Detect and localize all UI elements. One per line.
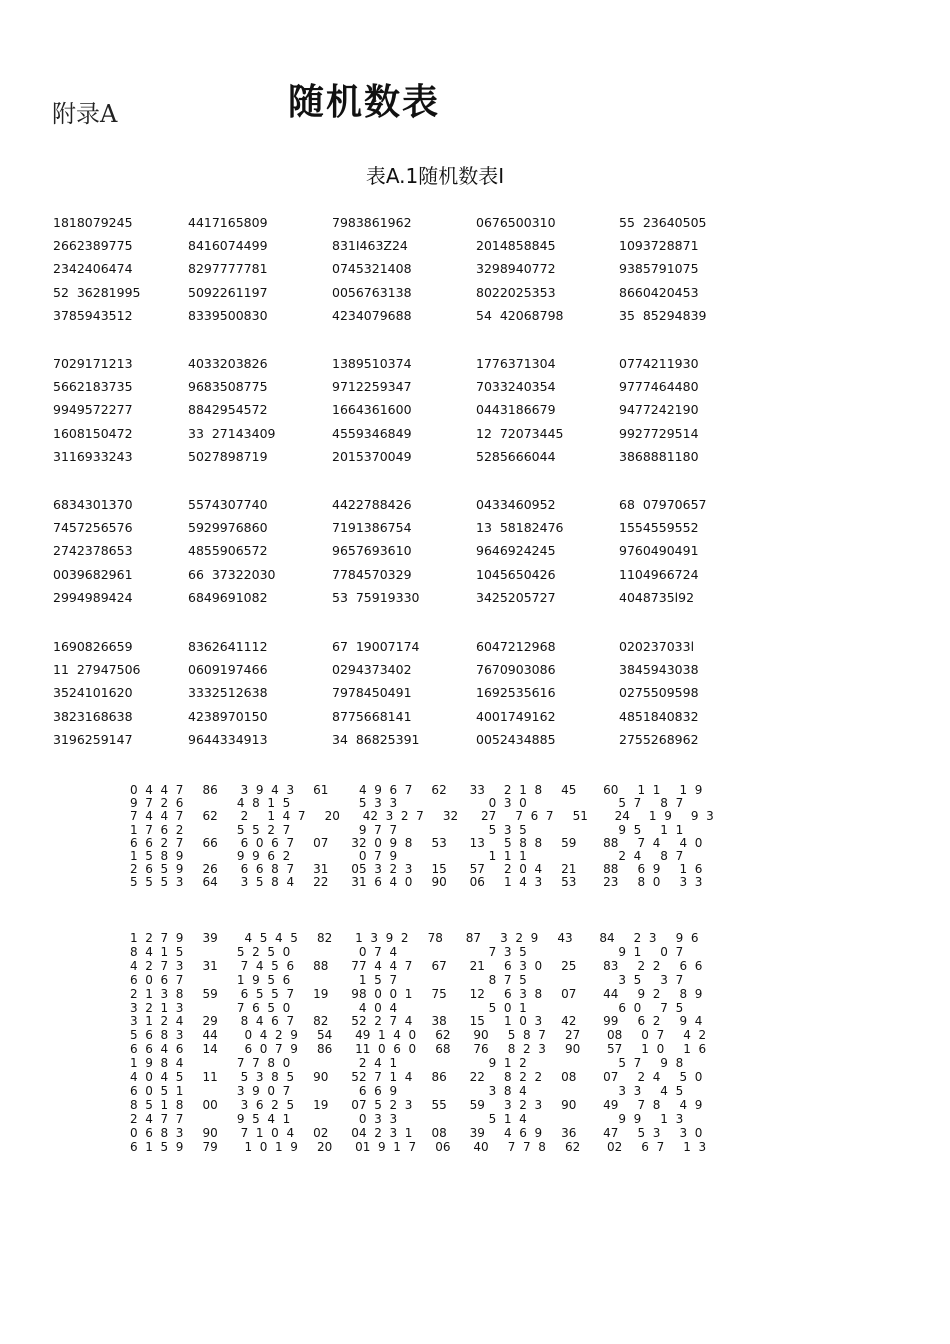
garbled-digits: 3 2 1 3 7 6 5 0 4 0 4 5 0 1 6 0 7 5 — [130, 1000, 684, 1015]
table-row — [53, 709, 873, 732]
table-row — [53, 639, 873, 662]
number-cell: 020237033l — [619, 639, 695, 654]
number-cell: 2755268962 — [619, 731, 699, 747]
number-cell: 0609197466 — [188, 662, 268, 678]
garbled-digits: 4 0 4 5 11 5 3 8 5 90 52 7 1 4 86 22 8 2 2 08 07 2 4 5 0 — [130, 1070, 703, 1084]
garbled-digits: 0 4 4 7 86 3 9 4 3 61 4 9 6 7 62 33 2 1 8 45 60 1 1 1 9 — [130, 783, 703, 797]
table-title: 表A.1随机数表I — [365, 164, 505, 188]
number-cell: 1818079245 — [53, 215, 133, 230]
garbled-digits: 6 6 4 6 14 6 0 7 9 86 11 0 6 0 68 76 8 2 3 90 57 1 0 1 6 — [130, 1042, 707, 1057]
garbled-digits: 8 4 1 5 5 2 5 0 0 7 4 7 3 5 9 1 0 7 — [130, 944, 684, 959]
number-cell: 2742378653 — [53, 543, 133, 559]
number-cell: 9683508775 — [188, 379, 268, 395]
garbled-digits: 6 0 5 1 3 9 0 7 6 6 9 3 8 4 3 3 4 5 — [130, 1083, 684, 1098]
number-cell: 34 86825391 — [332, 731, 420, 747]
number-cell: 2342406474 — [53, 261, 133, 277]
garbled-digits: 2 4 7 7 9 5 4 1 0 3 3 5 1 4 9 9 1 3 — [130, 1111, 684, 1126]
table-row — [53, 308, 873, 331]
number-cell: 0294373402 — [332, 662, 412, 678]
number-cell: 9477242190 — [619, 402, 699, 418]
number-cell: 9777464480 — [619, 379, 699, 395]
number-cell: 9949572277 — [53, 402, 133, 418]
number-cell: 3332512638 — [188, 685, 268, 701]
table-row — [53, 567, 873, 590]
number-cell: 8660420453 — [619, 284, 699, 300]
garbled-digits: 9 7 2 6 4 8 1 5 5 3 3 0 3 0 5 7 8 7 — [130, 796, 684, 811]
number-cell: 3845943038 — [619, 662, 699, 678]
number-cell: 5285666044 — [476, 448, 556, 464]
garbled-digits: 3 1 2 4 29 8 4 6 7 82 52 2 7 4 38 15 1 0 3 42 99 6 2 9 4 — [130, 1014, 703, 1029]
table-row — [53, 520, 873, 543]
table-row — [53, 402, 873, 425]
number-cell: 6834301370 — [53, 497, 133, 512]
table-row — [53, 662, 873, 685]
number-cell: 1045650426 — [476, 566, 556, 582]
garbled-row — [130, 875, 820, 895]
number-cell: 8775668141 — [332, 708, 412, 724]
number-cell: 1664361600 — [332, 402, 412, 418]
number-block — [53, 215, 873, 331]
number-cell: 12 72073445 — [476, 425, 564, 441]
garbled-digits: 5 6 8 3 44 0 4 2 9 54 49 1 4 0 62 90 5 8 7 27 08 0 7 4 2 — [130, 1028, 707, 1043]
number-cell: 0056763138 — [332, 284, 412, 300]
garbled-digits: 6 1 5 9 79 1 0 1 9 20 01 9 1 7 06 40 7 7 8 62 02 6 7 1 3 — [130, 1139, 707, 1154]
garbled-digits: 0 6 8 3 90 7 1 0 4 02 04 2 3 1 08 39 4 6 9 36 47 5 3 3 0 — [130, 1125, 703, 1140]
table-row — [53, 379, 873, 402]
number-cell: 5929976860 — [188, 520, 268, 536]
garbled-digits: 7 4 4 7 62 2 1 4 7 20 42 3 2 7 32 27 7 6 7 51 24 1 9 9 3 — [130, 809, 714, 824]
number-cell: 2015370049 — [332, 448, 412, 464]
number-cell: 68 07970657 — [619, 497, 707, 512]
number-cell: 8842954572 — [188, 402, 268, 418]
table-row — [53, 732, 873, 755]
number-cell: 9644334913 — [188, 731, 268, 747]
number-cell: 4855906572 — [188, 543, 268, 559]
number-cell: 7784570329 — [332, 566, 412, 582]
number-cell: 9760490491 — [619, 543, 699, 559]
number-cell: 8416074499 — [188, 238, 268, 254]
number-cell: 2994989424 — [53, 589, 133, 605]
garbled-digits: 1 5 8 9 9 9 6 2 0 7 9 1 1 1 2 4 8 7 — [130, 849, 684, 863]
table-row — [53, 426, 873, 449]
garbled-digits: 1 2 7 9 39 4 5 4 5 82 1 3 9 2 78 87 3 2 9 43 84 2 3 9 6 — [130, 931, 699, 945]
garbled-table-block-1 — [130, 783, 820, 895]
number-cell: 0676500310 — [476, 215, 556, 230]
number-cell: 7978450491 — [332, 685, 412, 701]
number-cell: 4048735l92 — [619, 589, 695, 605]
table-row — [53, 590, 873, 613]
number-cell: 0275509598 — [619, 685, 699, 701]
number-cell: 1389510374 — [332, 356, 412, 371]
table-row — [53, 685, 873, 708]
number-cell: 4559346849 — [332, 425, 412, 441]
number-cell: 0443186679 — [476, 402, 556, 418]
number-cell: 52 36281995 — [53, 284, 141, 300]
table-row — [53, 449, 873, 472]
number-cell: 53 75919330 — [332, 589, 420, 605]
number-cell: 3196259147 — [53, 731, 133, 747]
number-cell: 4234079688 — [332, 307, 412, 323]
number-cell: 33 27143409 — [188, 425, 276, 441]
number-cell: 7457256576 — [53, 520, 133, 536]
number-cell: 0052434885 — [476, 731, 556, 747]
number-cell: 4001749162 — [476, 708, 556, 724]
page-title: 随机数表 — [288, 82, 441, 123]
table-row — [53, 261, 873, 284]
number-cell: 3868881180 — [619, 448, 699, 464]
number-cell: 7670903086 — [476, 662, 556, 678]
number-cell: 7191386754 — [332, 520, 412, 536]
number-cell: 8297777781 — [188, 261, 268, 277]
number-cell: 2662389775 — [53, 238, 133, 254]
number-cell: 9385791075 — [619, 261, 699, 277]
number-cell: 4422788426 — [332, 497, 412, 512]
number-cell: 1776371304 — [476, 356, 556, 371]
number-cell: 9657693610 — [332, 543, 412, 559]
number-cell: 54 42068798 — [476, 307, 564, 323]
number-cell: 0433460952 — [476, 497, 556, 512]
number-cell: 1608150472 — [53, 425, 133, 441]
garbled-digits: 4 2 7 3 31 7 4 5 6 88 77 4 4 7 67 21 6 3 0 25 83 2 2 6 6 — [130, 958, 703, 973]
number-cell: 6047212968 — [476, 639, 556, 654]
number-cell: 9712259347 — [332, 379, 412, 395]
number-cell: 1692535616 — [476, 685, 556, 701]
number-cell: 0039682961 — [53, 566, 133, 582]
garbled-digits: 5 5 5 3 64 3 5 8 4 22 31 6 4 0 90 06 1 4 3 53 23 8 0 3 3 — [130, 875, 703, 890]
number-cell: 8022025353 — [476, 284, 556, 300]
number-cell: 7033240354 — [476, 379, 556, 395]
table-row — [53, 238, 873, 261]
number-cell: 6849691082 — [188, 589, 268, 605]
number-cell: 55 23640505 — [619, 215, 707, 230]
number-cell: 3785943512 — [53, 307, 133, 323]
number-cell: 4417165809 — [188, 215, 268, 230]
number-cell: 0745321408 — [332, 261, 412, 277]
number-cell: 2014858845 — [476, 238, 556, 254]
number-cell: 1104966724 — [619, 566, 699, 582]
table-row — [53, 543, 873, 566]
number-cell: 3425205727 — [476, 589, 556, 605]
number-cell: 4033203826 — [188, 356, 268, 371]
number-cell: 831I463Z24 — [332, 238, 408, 254]
number-cell: 3116933243 — [53, 448, 133, 464]
number-cell: 4851840832 — [619, 708, 699, 724]
number-cell: 3298940772 — [476, 261, 556, 277]
number-cell: 1093728871 — [619, 238, 699, 254]
number-cell: 5027898719 — [188, 448, 268, 464]
number-cell: 13 58182476 — [476, 520, 564, 536]
number-cell: 4238970150 — [188, 708, 268, 724]
number-cell: 5092261197 — [188, 284, 268, 300]
number-cell: 9927729514 — [619, 425, 699, 441]
number-cell: 7983861962 — [332, 215, 412, 230]
garbled-digits: 8 5 1 8 00 3 6 2 5 19 07 5 2 3 55 59 3 2 3 90 49 7 8 4 9 — [130, 1097, 703, 1112]
number-block — [53, 356, 873, 472]
number-cell: 66 37322030 — [188, 566, 276, 582]
number-cell: 67 19007174 — [332, 639, 420, 654]
table-row — [53, 285, 873, 308]
number-cell: 35 85294839 — [619, 307, 707, 323]
table-row — [53, 497, 873, 520]
garbled-table-block-2 — [130, 931, 820, 1157]
number-cell: 1690826659 — [53, 639, 133, 654]
number-cell: 5574307740 — [188, 497, 268, 512]
number-cell: 5662183735 — [53, 379, 133, 395]
garbled-digits: 1 9 8 4 7 7 8 0 2 4 1 9 1 2 5 7 9 8 — [130, 1056, 684, 1071]
table-row — [53, 215, 873, 238]
garbled-digits: 6 6 2 7 66 6 0 6 7 07 32 0 9 8 53 13 5 8 8 59 88 7 4 4 0 — [130, 835, 703, 850]
garbled-digits: 6 0 6 7 1 9 5 6 1 5 7 8 7 5 3 5 3 7 — [130, 972, 684, 987]
garbled-digits: 2 1 3 8 59 6 5 5 7 19 98 0 0 1 75 12 6 3 8 07 44 9 2 8 9 — [130, 986, 703, 1001]
garbled-digits: 2 6 5 9 26 6 6 8 7 31 05 3 2 3 15 57 2 0 4 21 88 6 9 1 6 — [130, 862, 703, 877]
number-cell: 11 27947506 — [53, 662, 141, 678]
number-block — [53, 639, 873, 755]
number-cell: 1554559552 — [619, 520, 699, 536]
number-cell: 7029171213 — [53, 356, 133, 371]
number-cell: 8339500830 — [188, 307, 268, 323]
number-cell: 3823168638 — [53, 708, 133, 724]
number-cell: 0774211930 — [619, 356, 699, 371]
number-cell: 3524101620 — [53, 685, 133, 701]
appendix-label: 附录A — [52, 100, 118, 128]
garbled-digits: 1 7 6 2 5 5 2 7 9 7 7 5 3 5 9 5 1 1 — [130, 822, 684, 837]
table-row — [53, 356, 873, 379]
number-cell: 9646924245 — [476, 543, 556, 559]
garbled-row — [130, 1140, 820, 1158]
number-cell: 8362641112 — [188, 639, 268, 654]
number-block — [53, 497, 873, 613]
